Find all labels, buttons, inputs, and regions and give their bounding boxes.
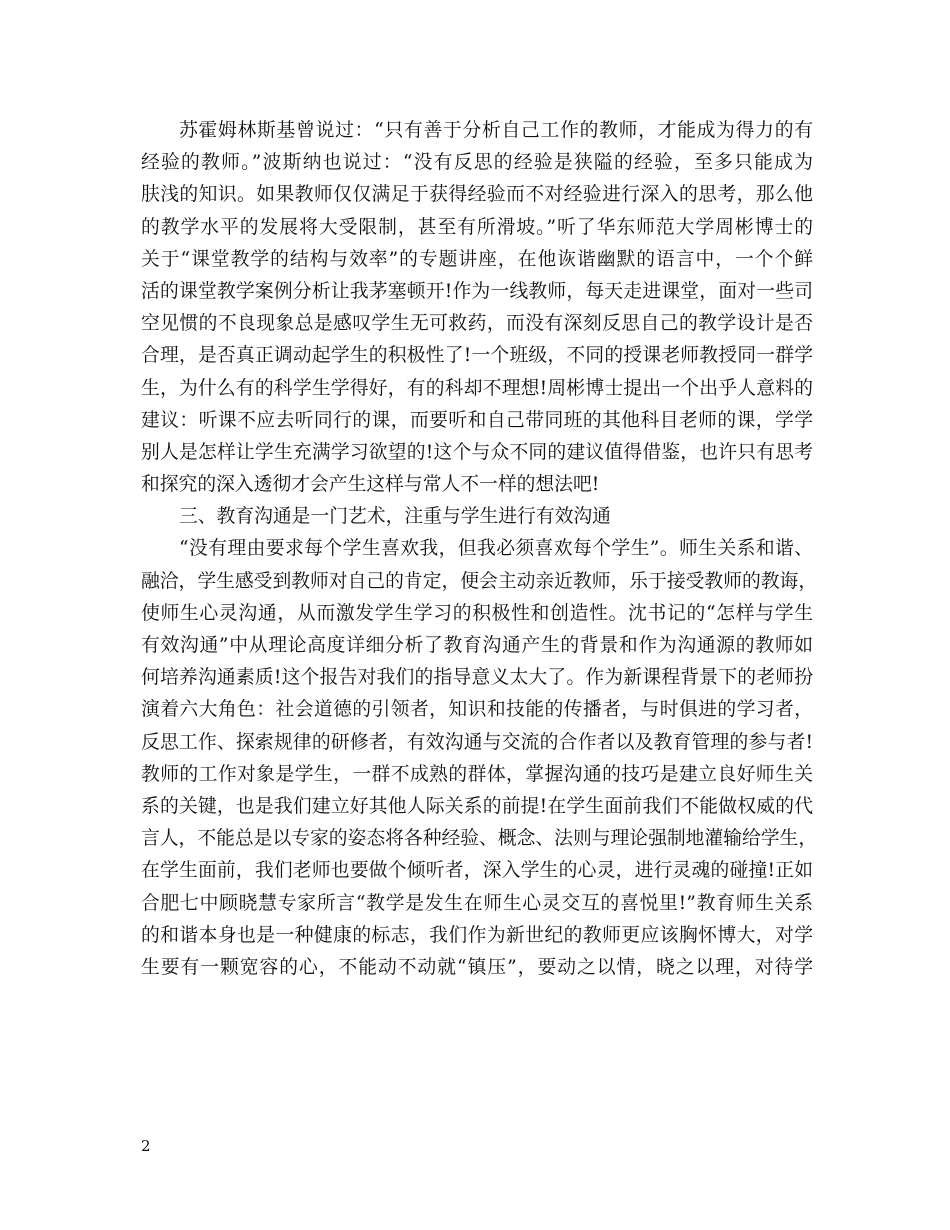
text-line: 建议：听课不应去听同行的课，而要听和自己带同班的其他科目老师的课，学学 <box>141 409 813 431</box>
text-line: 肤浅的知识。如果教师仅仅满足于获得经验而不对经验进行深入的思考，那么他 <box>141 184 813 206</box>
text-line: 生，为什么有的科学生学得好，有的科却不理想!周彬博士提出一个出乎人意料的 <box>141 377 813 399</box>
text-line: “没有理由要求每个学生喜欢我，但我必须喜欢每个学生”。师生关系和谐、 <box>179 538 813 560</box>
text-line: 在学生面前，我们老师也要做个倾听者，深入学生的心灵，进行灵魂的碰撞!正如 <box>141 860 813 882</box>
text-line: 的教学水平的发展将大受限制，甚至有所滑坡。”听了华东师范大学周彬博士的 <box>141 216 813 238</box>
text-line: 融洽，学生感受到教师对自己的肯定，便会主动亲近教师，乐于接受教师的教诲， <box>141 570 818 592</box>
text-line: 系的关键，也是我们建立好其他人际关系的前提!在学生面前我们不能做权威的代 <box>141 795 813 817</box>
text-line: 生要有一颗宽容的心，不能动不动就“镇压”，要动之以情，晓之以理，对待学 <box>141 956 813 978</box>
text-line: 的和谐本身也是一种健康的标志，我们作为新世纪的教师更应该胸怀博大，对学 <box>141 924 813 946</box>
text-line: 教师的工作对象是学生，一群不成熟的群体，掌握沟通的技巧是建立良好师生关 <box>141 763 813 785</box>
text-line: 使师生心灵沟通，从而激发学生学习的积极性和创造性。沈书记的“怎样与学生 <box>141 602 813 624</box>
body-text <box>141 115 818 984</box>
page-number: 2 <box>141 1137 151 1155</box>
text-line: 经验的教师。”波斯纳也说过：“没有反思的经验是狭隘的经验，至多只能成为 <box>141 152 813 174</box>
text-line: 演着六大角色：社会道德的引领者，知识和技能的传播者，与时俱进的学习者， <box>141 699 813 721</box>
text-line: 空见惯的不良现象总是感叹学生无可救药，而没有深刻反思自己的教学设计是否 <box>141 313 813 335</box>
text-line: 关于“课堂教学的结构与效率”的专题讲座，在他诙谐幽默的语言中，一个个鲜 <box>141 248 813 270</box>
text-line: 活的课堂教学案例分析让我茅塞顿开!作为一线教师，每天走进课堂，面对一些司 <box>141 280 813 302</box>
text-line: 和探究的深入透彻才会产生这样与常人不一样的想法吧! <box>141 474 600 496</box>
text-line: 合理，是否真正调动起学生的积极性了!一个班级，不同的授课老师教授同一群学 <box>141 345 813 367</box>
text-line: 苏霍姆林斯基曾说过：“只有善于分析自己工作的教师，才能成为得力的有 <box>179 120 813 141</box>
text-line: 别人是怎样让学生充满学习欲望的!这个与众不同的建议值得借鉴，也许只有思考 <box>141 441 813 463</box>
text-line: 言人，不能总是以专家的姿态将各种经验、概念、法则与理论强制地灌输给学生， <box>141 828 818 850</box>
text-line: 有效沟通”中从理论高度详细分析了教育沟通产生的背景和作为沟通源的教师如 <box>141 635 813 656</box>
section-heading: 三、教育沟通是一门艺术，注重与学生进行有效沟通 <box>179 506 611 528</box>
text-line: 何培养沟通素质!这个报告对我们的指导意义太大了。作为新课程背景下的老师扮 <box>141 667 813 689</box>
text-line: 合肥七中顾晓慧专家所言“教学是发生在师生心灵交互的喜悦里!”教育师生关系 <box>141 892 813 914</box>
text-line: 反思工作、探索规律的研修者，有效沟通与交流的合作者以及教育管理的参与者! <box>141 731 813 753</box>
